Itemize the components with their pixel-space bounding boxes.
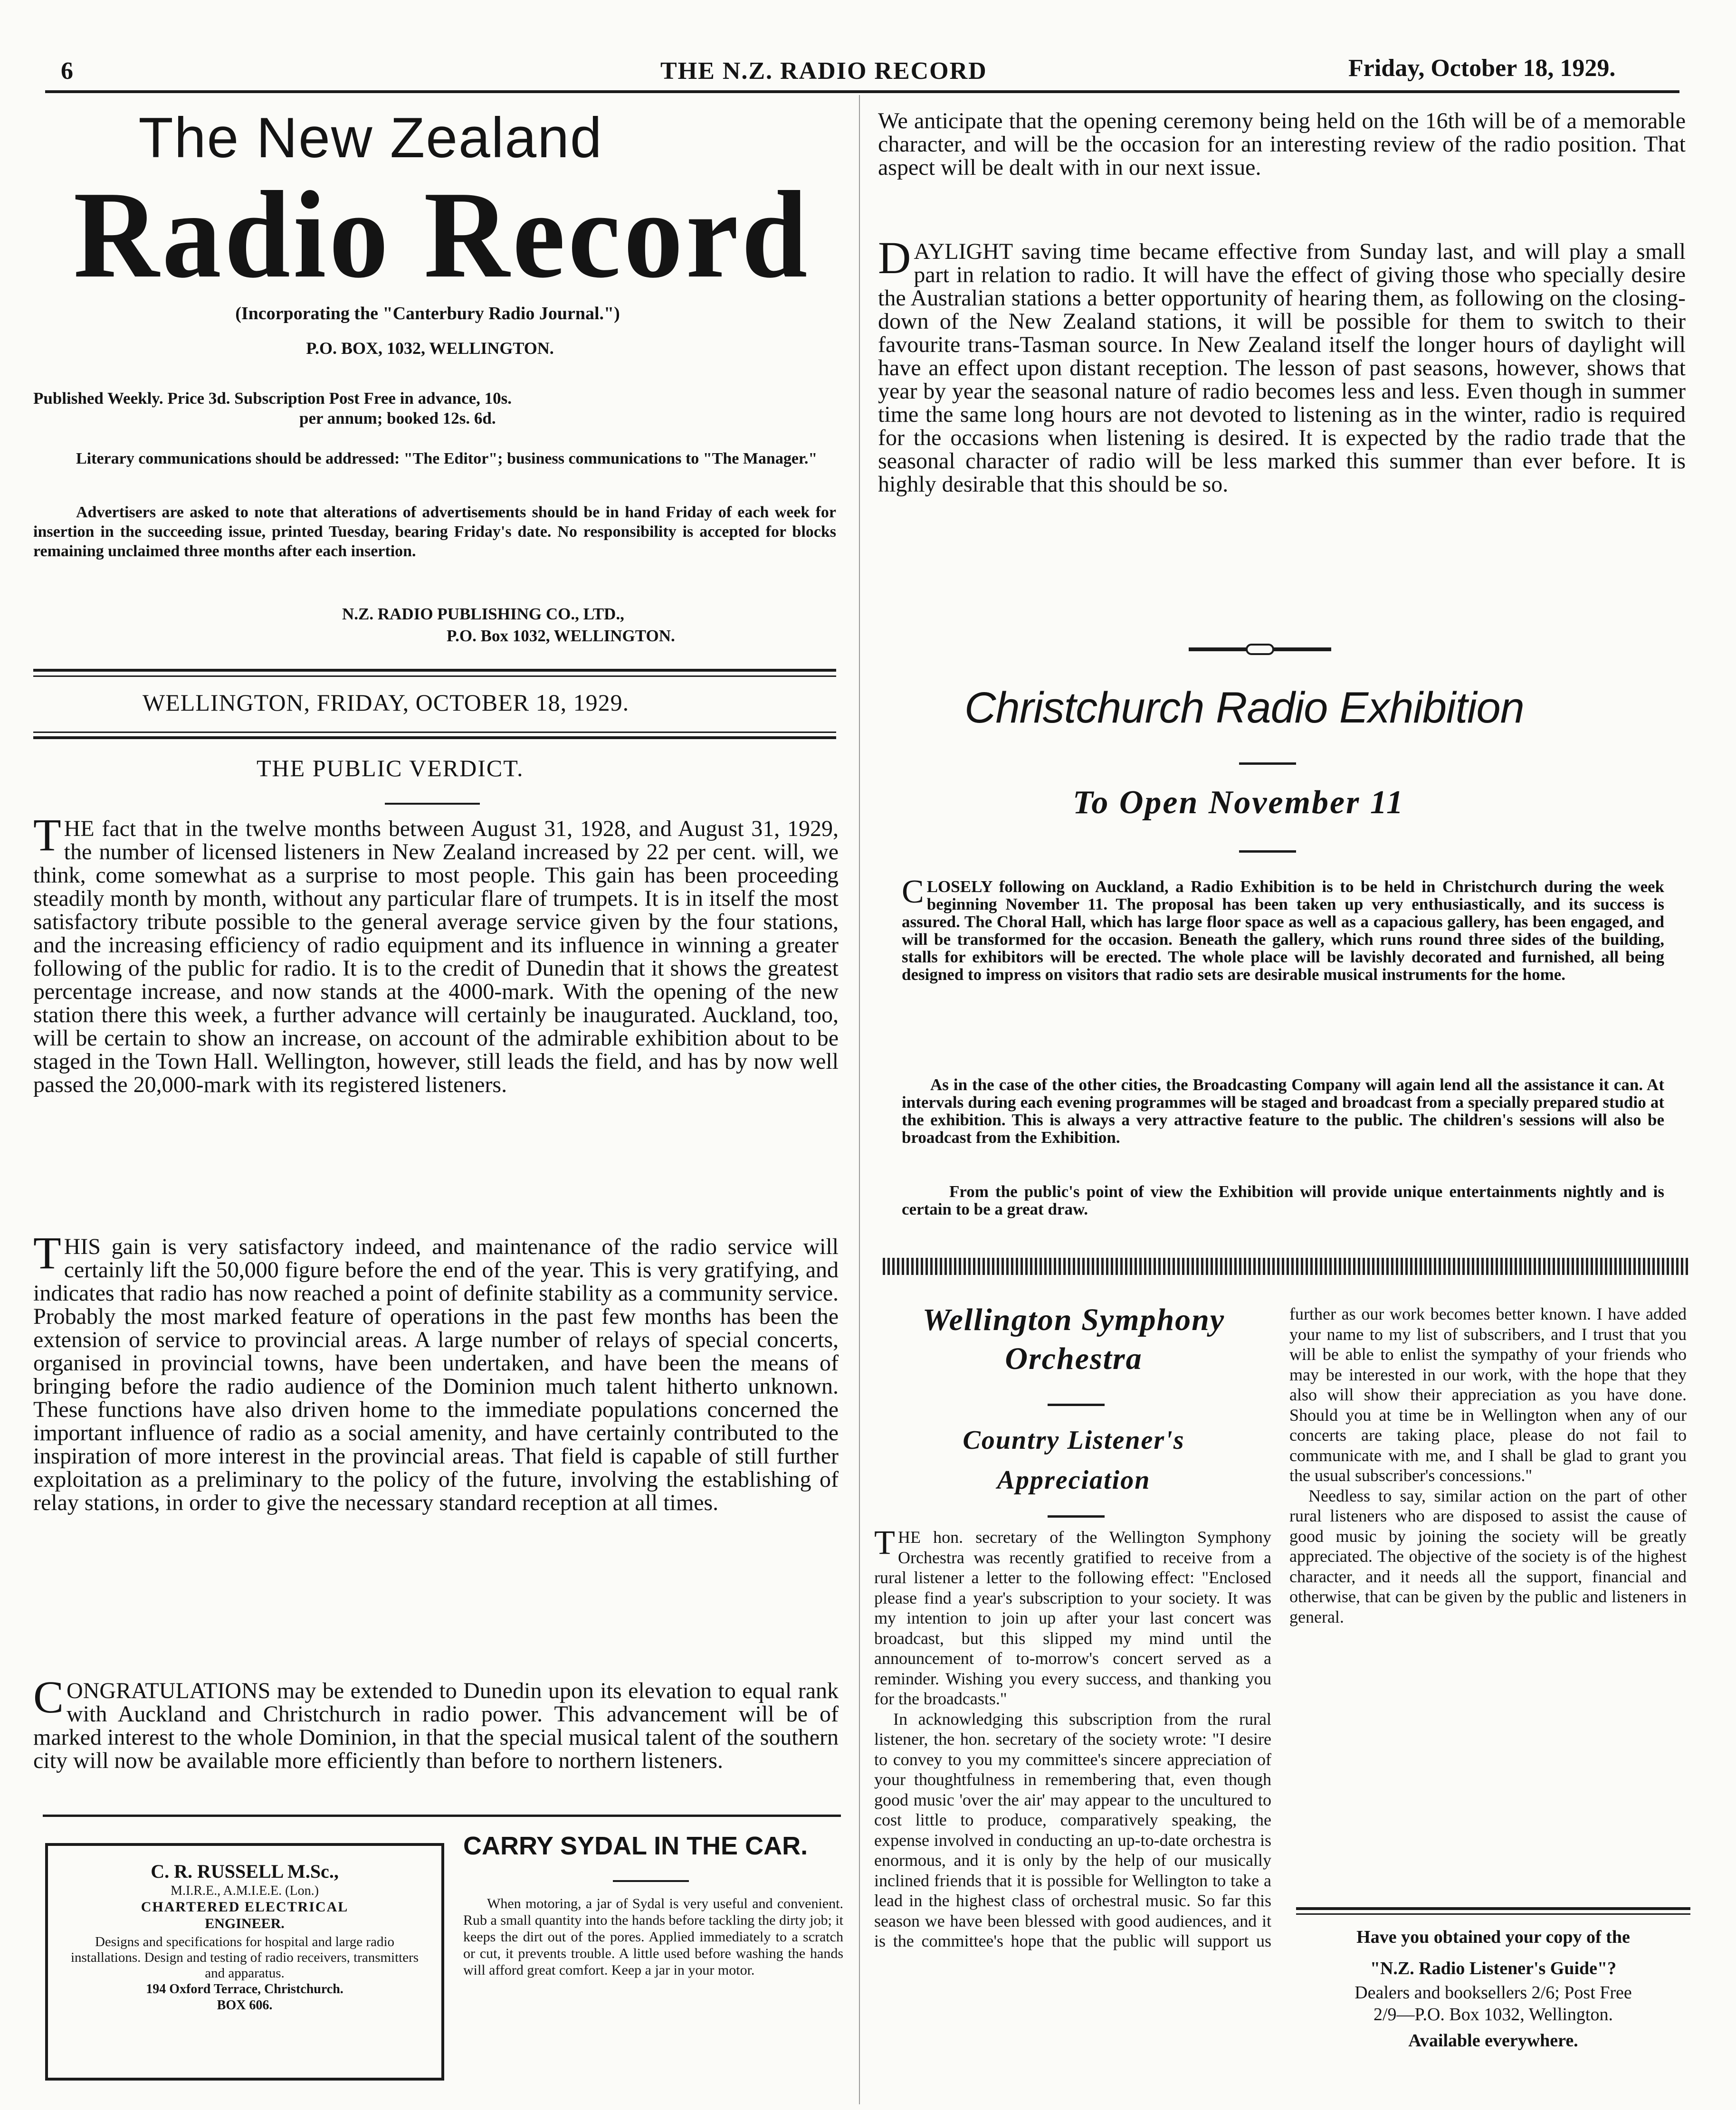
paragraph-text: AYLIGHT saving time became effective from Sunday last, and will play a small part in relation to radio. It will have the effect of giving those who specially desire the Australian stations a better opportunity of hearing them, as following on the closing-down of the New Zealand stations, it will be possible for them to switch to their favourite trans-Tasman source. In New Zealand itself the longer hours of daylight will have an effect upon distant reception. The lesson of past seasons, however, shows that year by year the seasonal nature of radio becomes less and less. Even though in summer time the same long hours are not devoted to listening as in the winter, radio is required for the occasions when listening is desired. It is expected by the radio trade that the seasonal character of radio will be less marked this summer than ever before. It is highly desirable that this should be so. bbox=[878, 239, 1686, 497]
published-line2: per annum; booked 12s. 6d. bbox=[299, 409, 496, 428]
symphony-spacer bbox=[874, 1304, 1271, 1527]
section-divider-bar bbox=[883, 1258, 1690, 1275]
daylight-para bbox=[878, 232, 1686, 497]
paragraph-text: In acknowledging this subscription from the rural listener, the hon. secretary of the society wrote: "I desire to convey to you my committee's sincere appreciation of your thoughtfulness in remembering that, even though good music 'over the air' may appear to the uncultured to cost little to produce, comparatively speaking, the expense involved in conducting an up-to-date orchestra is enormous, and it is only by the help of our musically inclined friends that it is possible for Wellington to take a lead in the highest class of orchestral music. So far this season we have been blessed with good audiences, and it is the committee's hope that the public will support us further as our work becomes better known. I have added your name to my list of subscribers, and I trust that you will be able to enlist the sympathy of your friends who may be interested in our work, with the hope that they also will show their appreciation as you have done. Should you at time be in Wellington when any of our concerts are taking place, please do not fail to communicate with me, and I shall be glad to grant you the usual subscriber's concessions." bbox=[874, 1304, 1687, 1950]
russell-title-2: ENGINEER. bbox=[205, 1916, 285, 1931]
guide-ad bbox=[1287, 1924, 1700, 2056]
guide-ad-rule-1 bbox=[1296, 1907, 1690, 1910]
symphony-body bbox=[874, 1304, 1687, 1969]
russell-quals: M.I.R.E., A.M.I.E.E. (Lon.) bbox=[171, 1883, 319, 1898]
column-divider bbox=[859, 95, 860, 2104]
guide-ad-rule-2 bbox=[1296, 1913, 1690, 1915]
published-info bbox=[33, 389, 841, 428]
russell-address: 194 Oxford Terrace, Christchurch. bbox=[146, 1982, 343, 1996]
guide-line1: Have you obtained your copy of the bbox=[1356, 1927, 1630, 1947]
dateline-rule-1 bbox=[33, 732, 836, 733]
guide-line3: Dealers and booksellers 2/6; Post Free bbox=[1354, 1983, 1632, 2003]
header-date: Friday, October 18, 1929. bbox=[1348, 55, 1616, 82]
christchurch-title-rule bbox=[1239, 762, 1296, 765]
russell-body: Designs and specifications for hospital and large radio installations. Design and testing of radio receivers, transmitters and apparatus. bbox=[70, 1934, 419, 1981]
guide-line4: 2/9—P.O. Box 1032, Wellington. bbox=[1373, 2005, 1613, 2024]
dropcap: D bbox=[878, 232, 911, 283]
symphony-subtitle: Country Listener's Appreciation bbox=[963, 1426, 1185, 1495]
guide-line2: "N.Z. Radio Listener's Guide"? bbox=[1370, 1958, 1617, 1978]
editorial-heading-rule bbox=[385, 803, 480, 805]
dateline: WELLINGTON, FRIDAY, OCTOBER 18, 1929. bbox=[143, 689, 630, 716]
paragraph-text: Needless to say, similar action on the part of other rural listeners who are disposed to assist the cause of good music by joining the society will be greatly appreciated. The objective of the society is of the highest character, and it needs all the support, financial and otherwise, that can be given by the public and listeners in general. bbox=[1289, 1486, 1687, 1626]
publisher-name: N.Z. RADIO PUBLISHING CO., LTD., bbox=[342, 605, 624, 623]
christchurch-subtitle: To Open November 11 bbox=[1073, 784, 1404, 821]
russell-ad bbox=[45, 1843, 444, 2081]
dateline-rule-2 bbox=[33, 736, 836, 739]
dropcap: C bbox=[902, 874, 924, 910]
published-line1: Published Weekly. Price 3d. Subscription Post Free in advance, 10s. bbox=[33, 389, 512, 408]
christchurch-title: Christchurch Radio Exhibition bbox=[964, 684, 1524, 732]
paragraph-text: HE fact that in the twelve months between August 31, 1928, and August 31, 1929, the number of licensed listeners in New Zealand increased by 22 per cent. will, we think, come somewhat as a surprise to most people. This gain has been proceeding steadily month by month, without any particular flare of trumpets. It is in itself the most satisfactory tribute possible to the general average service given by the four stations, and the increasing efficiency of radio equipment and its influence in winning a greater following of the public for radio. It is to the credit of Dunedin that it shows the greatest percentage increase, and now stands at the 4000-mark. With the opening of the new station there this week, a further advance will certainly be inaugurated. Auckland, too, will be certain to show an increase, on account of the admirable exhibition about to be staged in the Town Hall. Wellington, however, still leads the field, and has by now well passed the 20,000-mark with its registered listeners. bbox=[33, 816, 839, 1097]
advertisers-notice: Advertisers are asked to note that alterations of advertisements should be in hand Friday of each week for insertion in the succeeding issue, printed Tuesday, bearing Friday's date. No responsibility is accepted for blocks remaining unclaimed three months after each insertion. bbox=[33, 504, 836, 560]
masthead-rule-1 bbox=[33, 669, 836, 672]
masthead-logo: Radio Record bbox=[73, 166, 811, 304]
masthead-pobox: P.O. BOX, 1032, WELLINGTON. bbox=[306, 339, 554, 358]
sydal-title: CARRY SYDAL IN THE CAR. bbox=[463, 1832, 808, 1860]
symphony-columns bbox=[874, 1304, 1687, 1993]
literary-notice: Literary communications should be addressed: "The Editor"; business communications to "The Manager." bbox=[76, 450, 818, 467]
symphony-para-3 bbox=[1289, 1486, 1687, 1627]
russell-title-1: CHARTERED ELECTRICAL bbox=[141, 1899, 349, 1915]
symphony-para-1 bbox=[874, 1523, 1271, 1709]
paragraph-text: LOSELY following on Auckland, a Radio Exhibition is to be held in Christchurch during the week beginning November 11. The proposal has been taken up very enthusiastically, and its success is assured. The Choral Hall, which has large floor space as well as a capacious gallery, has been engaged, and will be transformed for the occasion. Beneath the gallery, which runs round three sides of the building, stalls for exhibitors will be erected. The whole place will be lavishly decorated and furnished, all being designed to impress on visitors that radio sets are desirable musical instruments for the home. bbox=[902, 877, 1664, 984]
christchurch-subtitle-rule bbox=[1239, 850, 1296, 853]
dropcap: C bbox=[33, 1672, 64, 1722]
editorial-para-1 bbox=[33, 809, 839, 1097]
dropcap: T bbox=[33, 809, 61, 860]
paragraph-text: ONGRATULATIONS may be extended to Dunedin upon its elevation to equal rank with Auckland and Christchurch in radio power. This advancement will be of marked interest to the whole Dominion, in that the special musical talent of the southern city will now be available more efficiently than before to northern listeners. bbox=[33, 1678, 839, 1773]
ornament-divider bbox=[1189, 644, 1331, 655]
publisher-block bbox=[342, 603, 675, 647]
editorial-heading: THE PUBLIC VERDICT. bbox=[257, 755, 524, 781]
sydal-rule bbox=[613, 1880, 689, 1882]
guide-line5: Available everywhere. bbox=[1408, 2031, 1578, 2051]
christchurch-para-1 bbox=[902, 874, 1664, 984]
russell-name: C. R. RUSSELL M.Sc., bbox=[151, 1861, 339, 1882]
editorial-para-2 bbox=[33, 1227, 839, 1515]
sydal-body: When motoring, a jar of Sydal is very useful and convenient. Rub a small quantity into the hands before tackling the dirty job; it keeps the dirt out of the pores. Applied immediately to a scratch or cut, it prevents trouble. A little used before washing the hands will afford great comfort. Keep a jar in your motor. bbox=[463, 1896, 843, 1978]
masthead-incorporating: (Incorporating the "Canterbury Radio Journal.") bbox=[235, 304, 620, 323]
page-number: 6 bbox=[61, 57, 73, 85]
masthead bbox=[29, 105, 855, 358]
paragraph-text: HE hon. secretary of the Wellington Symphony Orchestra was recently gratified to receive from a rural listener a letter to the following effect: "Enclosed please find a year's subscription to your society. It was my intention to join up after your last concert was broadcast, but this slipped my mind until the announcement of to-morrow's concert served as a reminder. Wishing you every success, and thanking you for the broadcasts." bbox=[874, 1528, 1271, 1708]
dropcap: T bbox=[874, 1523, 895, 1561]
christchurch-para-2: As in the case of the other cities, the Broadcasting Company will again lend all the assistance it can. At intervals during each evening programmes will be staged and broadcast from a specially prepared studio at the exhibition. This is always a very attractive feature to the public. The children's sessions will also be broadcast from the Exhibition. bbox=[902, 1075, 1664, 1147]
symphony-title: Wellington Symphony Orchestra bbox=[922, 1302, 1225, 1376]
header-rule bbox=[45, 90, 1679, 93]
dropcap: T bbox=[33, 1227, 61, 1278]
masthead-rule-2 bbox=[33, 675, 836, 677]
right-para-1: We anticipate that the opening ceremony being held on the 16th will be of a memorable character, and will be the occasion for an interesting review of the radio position. That aspect will be dealt with in our next issue. bbox=[878, 108, 1686, 180]
running-title: THE N.Z. RADIO RECORD bbox=[660, 57, 987, 85]
editorial-para-3 bbox=[33, 1672, 839, 1773]
masthead-line1: The New Zealand bbox=[138, 106, 603, 170]
paragraph-text: HIS gain is very satisfactory indeed, and maintenance of the radio service will certainly lift the 50,000 figure before the end of the year. This is very gratifying, and indicates that radio has now reached a point of definite stability as a community service. Probably the most marked feature of operations in the past few months has been the extension of service to provincial areas. A large number of relays of special concerts, organised in provincial towns, have been undertaken, and have been the means of bringing before the radio audience of the Dominion much talent hitherto unknown. These functions have also driven home to the immediate populations concerned the important influence of radio as a social amenity, and have certainly contributed to the inspiration of more interest in the provincial areas. That field is capable of still further exploitation as a preliminary to the policy of the future, involving the establishing of relay stations, in order to give the necessary standard reception at all times. bbox=[33, 1234, 839, 1515]
publisher-address: P.O. Box 1032, WELLINGTON. bbox=[447, 627, 675, 645]
bottom-left-rule bbox=[43, 1815, 841, 1817]
russell-box: BOX 606. bbox=[217, 1998, 273, 2013]
christchurch-para-3: From the public's point of view the Exhibition will provide unique entertainments nightly and is certain to be a great draw. bbox=[902, 1182, 1664, 1218]
